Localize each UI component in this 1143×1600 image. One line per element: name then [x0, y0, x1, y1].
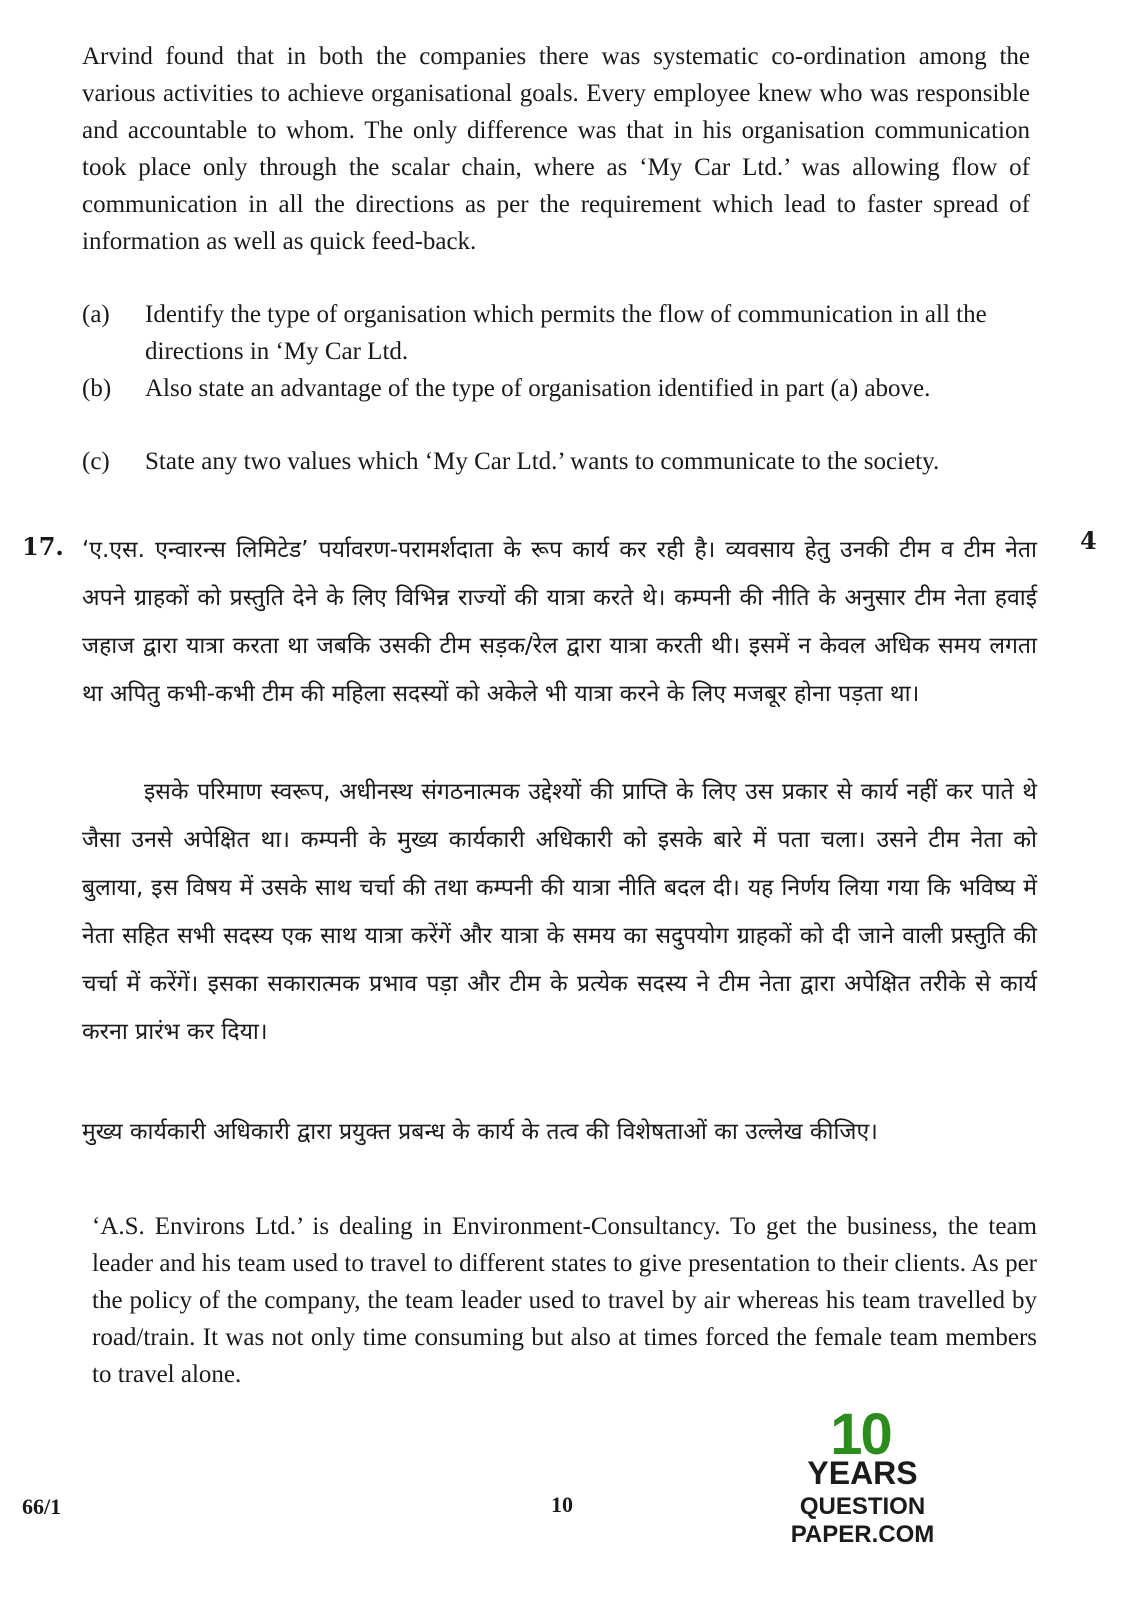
sub-question-label: (a) — [82, 301, 110, 328]
question-number: 17. — [22, 532, 64, 561]
sub-question-label: (b) — [82, 375, 112, 402]
english-text: ‘A.S. Environs Ltd.’ is dealing in Environment-Consultancy. To get the business, the team leader and his team used to travel to different states to give presentation to their clients. As per the policy of the company, the team leader used to travel by air whereas his team travelled by road/train. It was not only time consuming but also at times forced the female team members to travel alone. — [92, 1213, 1037, 1388]
sub-question-text: State any two values which ‘My Car Ltd.’ wants to communicate to the society. — [145, 448, 940, 475]
paper-code: 66/1 — [22, 1494, 62, 1519]
hindi-paragraph-1 — [82, 526, 1037, 718]
logo-number: 10 — [830, 1402, 891, 1467]
intro-paragraph — [82, 38, 1030, 260]
hindi-text: इसके परिमाण स्वरूप, अधीनस्थ संगठनात्मक उद्देश्यों की प्राप्ति के लिए उस प्रकार से कार्य नहीं कर पाते थे जैसा उनसे अपेक्षित था। कम्पनी के मुख्य कार्यकारी अधिकारी को इसके बारे में पता चला। उसने टीम नेता को बुलाया, इस विषय में उसके साथ चर्चा की तथा कम्पनी की यात्रा नीति बदल दी। यह निर्णय लिया गया कि भविष्य में नेता सहित सभी सदस्य एक साथ यात्रा करेंगें और यात्रा के समय का सदुपयोग ग्राहकों को दी जाने वाली प्रस्तुति की चर्चा में करेंगें। इसका सकारात्मक प्रभाव पड़ा और टीम के प्रत्येक सदस्य ने टीम नेता द्वारा अपेक्षित तरीके से कार्य करना प्रारंभ कर दिया। — [82, 779, 1037, 1045]
hindi-paragraph-2 — [82, 768, 1037, 1056]
question-marks: 4 — [1080, 526, 1097, 555]
intro-text: Arvind found that in both the companies there was systematic co-ordination among the various activities to achieve organisational goals. Every employee knew who was responsible and accountable to whom. The only difference was that in his organisation communication took place only through the scalar chain, where as ‘My Car Ltd.’ was allowing flow of communication in all the directions as per the requirement which lead to faster spread of information as well as quick feed-back. — [82, 43, 1030, 255]
hindi-question — [82, 1108, 1037, 1156]
sub-question-text: Identify the type of organisation which permits the flow of communication in all the directions in ‘My Car Ltd. — [145, 301, 987, 365]
logo-years: YEARS — [807, 1455, 918, 1491]
hindi-text: ‘ए.एस. एन्वारन्स लिमिटेड’ पर्यावरण-परामर्शदाता के रूप कार्य कर रही है। व्यवसाय हेतु उनकी टीम व टीम नेता अपने ग्राहकों को प्रस्तुति देने के लिए विभिन्न राज्यों की यात्रा करते थे। कम्पनी की नीति के अनुसार टीम नेता हवाई जहाज द्वारा यात्रा करता था जबकि उसकी टीम सड़क/रेल द्वारा यात्रा करती थी। इसमें न केवल अधिक समय लगता था अपितु कभी-कभी टीम की महिला सदस्यों को अकेले भी यात्रा करने के लिए मजबूर होना पड़ता था। — [82, 537, 1037, 707]
sub-question-label: (c) — [82, 448, 110, 475]
logo-site: QUESTION PAPER.COM — [790, 1493, 935, 1548]
english-paragraph — [92, 1208, 1037, 1393]
page-number: 10 — [551, 1492, 573, 1517]
sub-question-text: Also state an advantage of the type of organisation identified in part (a) above. — [145, 375, 931, 402]
hindi-question-text: मुख्य कार्यकारी अधिकारी द्वारा प्रयुक्त प्रबन्ध के कार्य के तत्व की विशेषताओं का उल्लेख कीजिए। — [82, 1119, 878, 1145]
site-logo — [735, 1402, 990, 1548]
